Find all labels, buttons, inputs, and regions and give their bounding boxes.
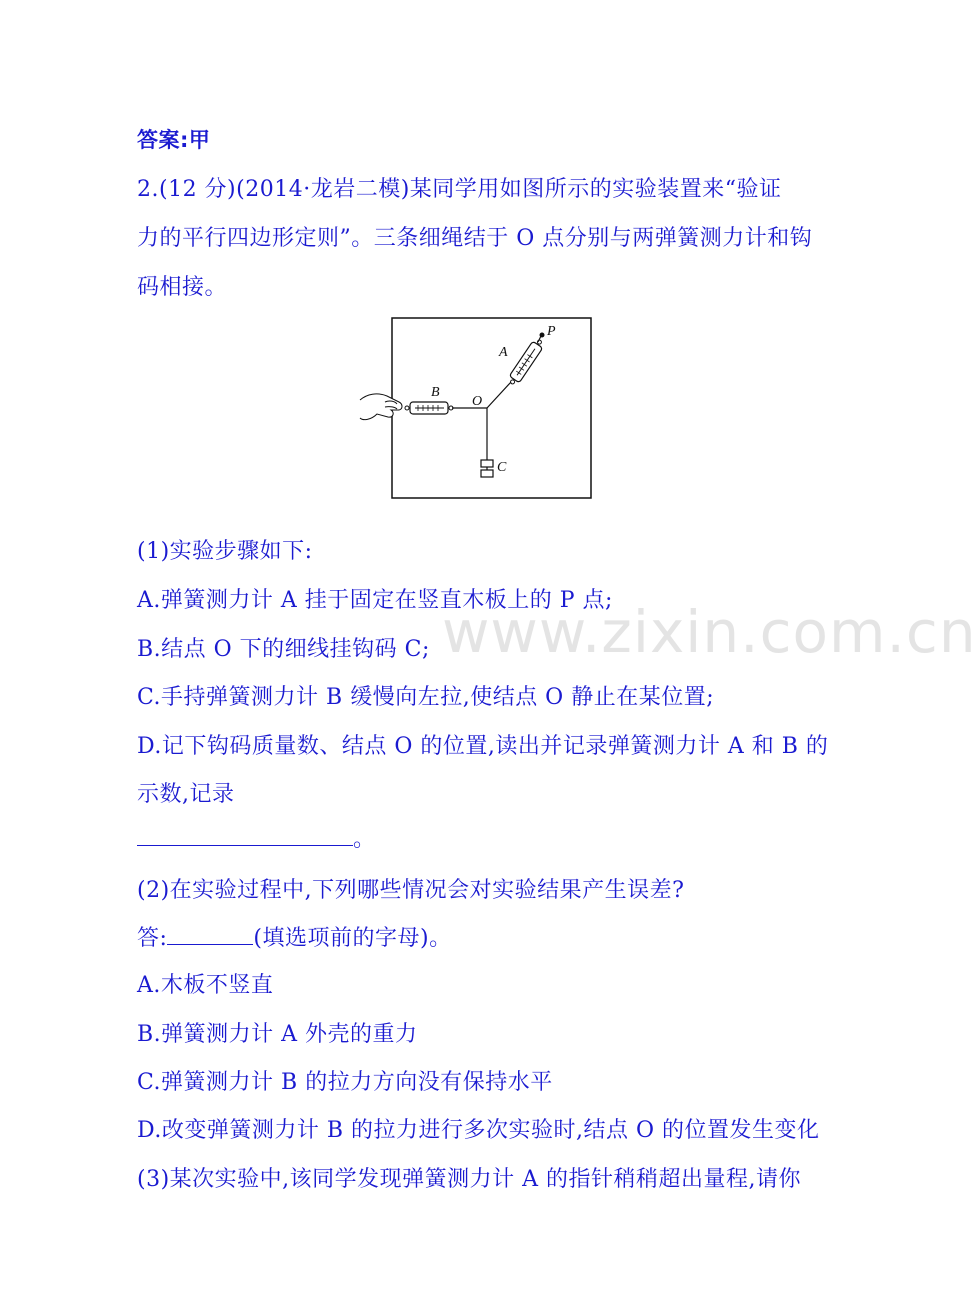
record-blank-end: 。: [353, 827, 376, 852]
option-d: D.改变弹簧测力计 B 的拉力进行多次实验时,结点 O 的位置发生变化: [137, 1118, 820, 1143]
answer-prefix: 答:: [137, 926, 168, 951]
experiment-figure: [355, 314, 595, 502]
question-line-3: 码相接。: [137, 275, 228, 300]
part1-heading: (1)实验步骤如下:: [137, 539, 313, 564]
record-blank[interactable]: [137, 823, 353, 846]
hand-icon: [360, 394, 402, 420]
answer-blank[interactable]: [167, 922, 253, 945]
part3-line-1: (3)某次实验中,该同学发现弹簧测力计 A 的指针稍稍超出量程,请你: [137, 1167, 802, 1192]
step-a: A.弹簧测力计 A 挂于固定在竖直木板上的 P 点;: [137, 588, 613, 613]
part2-heading: (2)在实验过程中,下列哪些情况会对实验结果产生误差?: [137, 878, 685, 903]
option-b: B.弹簧测力计 A 外壳的重力: [137, 1022, 418, 1047]
option-c: C.弹簧测力计 B 的拉力方向没有保持水平: [137, 1070, 553, 1095]
string-oa: [487, 382, 511, 408]
step-d-line-1: D.记下钩码质量数、结点 O 的位置,读出并记录弹簧测力计 A 和 B 的: [137, 734, 829, 759]
step-d-line-2: 示数,记录: [137, 782, 235, 807]
question-line-2: 力的平行四边形定则”。三条细绳结于 O 点分别与两弹簧测力计和钩: [137, 226, 813, 251]
question-line-1: 2.(12 分)(2014·龙岩二模)某同学用如图所示的实验装置来“验证: [137, 177, 782, 202]
label-p: P: [547, 324, 556, 339]
answer-line: 答案:甲: [137, 128, 211, 152]
record-blank-line: [137, 822, 376, 853]
label-c: C: [497, 460, 507, 475]
label-o: O: [472, 394, 483, 409]
spring-balance-a: [506, 337, 545, 387]
watermark: www.zixin.com.cn: [442, 598, 977, 666]
step-c: C.手持弹簧测力计 B 缓慢向左拉,使结点 O 静止在某位置;: [137, 685, 715, 710]
hook-weights-c: [481, 460, 493, 477]
spring-balance-b: [405, 402, 453, 414]
label-a: A: [499, 345, 508, 360]
label-b: B: [431, 385, 440, 400]
option-a: A.木板不竖直: [137, 973, 274, 998]
answer-suffix: (填选项前的字母)。: [253, 926, 452, 951]
step-b: B.结点 O 下的细线挂钩码 C;: [137, 637, 430, 662]
part2-answer-line: [137, 921, 452, 952]
